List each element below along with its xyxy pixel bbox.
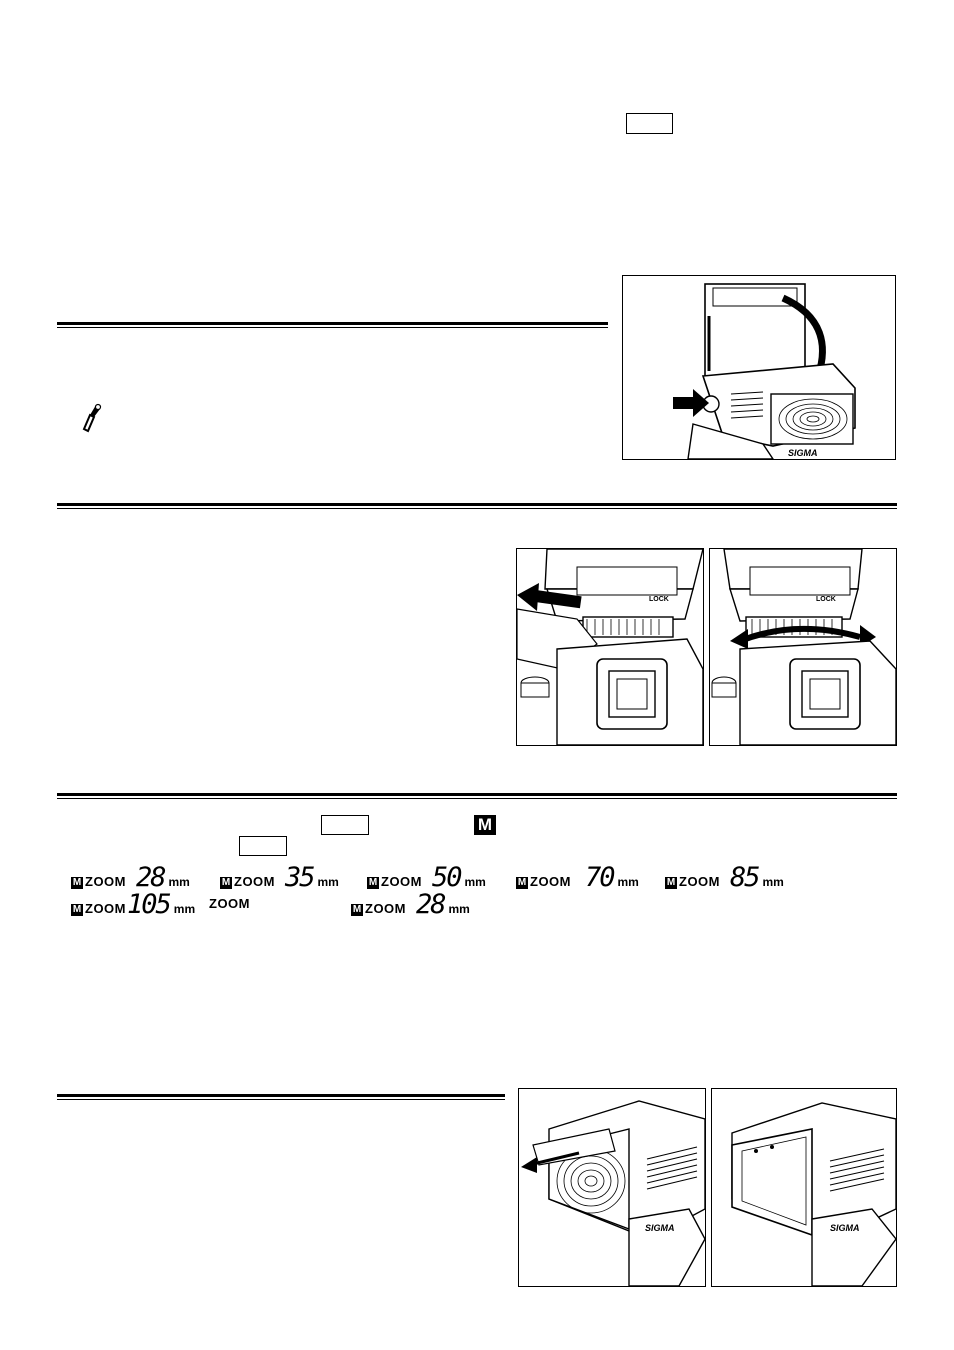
figure-diffuser-stored	[711, 1088, 897, 1287]
note-icon	[78, 403, 102, 433]
lcd-zoom-105	[71, 889, 196, 920]
lcd-zoom-auto	[209, 896, 250, 911]
lcd-m-icon: M	[72, 904, 82, 915]
lcd-zoom-value: 85	[730, 862, 759, 893]
lcd-zoom-85	[665, 862, 784, 893]
section-rule-3	[57, 793, 897, 799]
lcd-zoom-70	[516, 862, 639, 893]
lcd-zoom-word: ZOOM	[530, 874, 571, 889]
lcd-unit: mm	[762, 875, 784, 889]
figure-mount-lock	[709, 548, 897, 746]
lcd-m-icon: M	[517, 877, 527, 888]
button-box-top	[626, 113, 673, 134]
lcd-m-icon: M	[368, 877, 378, 888]
lcd-zoom-value: 70	[585, 862, 614, 893]
figure-brand-mark: SIGMA	[788, 448, 818, 458]
lcd-zoom-value: 35	[285, 862, 314, 893]
lcd-unit: mm	[168, 875, 190, 889]
lcd-zoom-value: 50	[432, 862, 461, 893]
manual-mode-indicator: M	[474, 815, 496, 835]
figure-brand-mark-b: SIGMA	[830, 1223, 860, 1233]
lcd-unit: mm	[617, 875, 639, 889]
lcd-zoom-word: ZOOM	[679, 874, 720, 889]
lcd-zoom-word: ZOOM	[85, 874, 126, 889]
lcd-zoom-28-return	[351, 889, 470, 920]
lcd-unit: mm	[173, 902, 196, 916]
figure-brand-mark-a: SIGMA	[645, 1223, 675, 1233]
lcd-m-icon: M	[72, 877, 82, 888]
figure-mount-slide	[516, 548, 704, 746]
lcd-zoom-50	[367, 862, 486, 893]
section-rule-4	[57, 1094, 505, 1100]
lcd-m-icon: M	[352, 904, 362, 915]
lcd-zoom-word: ZOOM	[85, 901, 126, 916]
lcd-m-icon: M	[666, 877, 676, 888]
lcd-zoom-word: ZOOM	[365, 901, 406, 916]
lcd-unit: mm	[317, 875, 339, 889]
lcd-m-icon: M	[221, 877, 231, 888]
lcd-zoom-value: 105	[127, 889, 170, 920]
lcd-zoom-word: ZOOM	[209, 896, 250, 911]
button-box-mid-2	[239, 836, 287, 856]
section-rule-1	[57, 322, 608, 328]
figure-lock-label-b: LOCK	[816, 596, 836, 603]
figure-diffuser-pull	[518, 1088, 706, 1287]
lcd-zoom-word: ZOOM	[381, 874, 422, 889]
lcd-zoom-35	[220, 862, 339, 893]
button-box-mid-1	[321, 815, 369, 835]
lcd-unit: mm	[448, 902, 470, 916]
lcd-zoom-value: 28	[136, 862, 165, 893]
lcd-zoom-28	[71, 862, 190, 893]
lcd-zoom-word: ZOOM	[234, 874, 275, 889]
section-rule-2	[57, 503, 897, 509]
figure-lock-label-a: LOCK	[649, 596, 669, 603]
lcd-unit: mm	[464, 875, 486, 889]
lcd-zoom-value: 28	[416, 889, 445, 920]
figure-wide-panel	[622, 275, 896, 460]
